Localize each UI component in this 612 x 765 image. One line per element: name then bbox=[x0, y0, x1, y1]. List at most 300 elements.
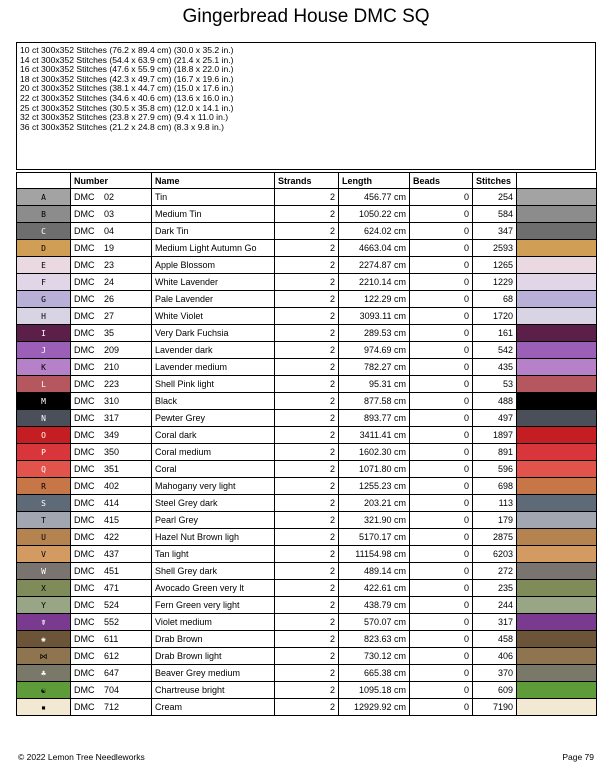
symbol-glyph: ▪ bbox=[41, 702, 46, 712]
thread-code: 647 bbox=[104, 668, 120, 678]
symbol-cell bbox=[17, 461, 71, 478]
header-length: Length bbox=[339, 173, 410, 189]
length-cell: 974.69 cm bbox=[339, 342, 410, 359]
symbol-glyph: Q bbox=[41, 464, 46, 474]
strands-cell: 2 bbox=[275, 495, 339, 512]
table-row bbox=[17, 291, 597, 308]
strands-cell: 2 bbox=[275, 546, 339, 563]
stitches-cell: 891 bbox=[473, 444, 517, 461]
length-cell: 203.21 cm bbox=[339, 495, 410, 512]
table-row bbox=[17, 393, 597, 410]
symbol-cell bbox=[17, 546, 71, 563]
symbol-glyph: U bbox=[41, 532, 46, 542]
name-cell: Steel Grey dark bbox=[152, 495, 275, 512]
length-cell: 730.12 cm bbox=[339, 648, 410, 665]
stitches-cell: 6203 bbox=[473, 546, 517, 563]
table-row bbox=[17, 325, 597, 342]
brand-label: DMC bbox=[74, 311, 95, 321]
number-cell bbox=[71, 631, 152, 648]
stitches-cell: 53 bbox=[473, 376, 517, 393]
brand-label: DMC bbox=[74, 481, 95, 491]
name-cell: White Violet bbox=[152, 308, 275, 325]
thread-code: 414 bbox=[104, 498, 120, 508]
table-row bbox=[17, 597, 597, 614]
page-title: Gingerbread House DMC SQ bbox=[182, 6, 430, 27]
beads-cell: 0 bbox=[410, 563, 473, 580]
thread-code: 209 bbox=[104, 345, 120, 355]
brand-label: DMC bbox=[74, 651, 95, 661]
brand-label: DMC bbox=[74, 566, 95, 576]
table-row bbox=[17, 376, 597, 393]
thread-code: 223 bbox=[104, 379, 120, 389]
fabric-size-line: 14 ct 300x352 Stitches (54.4 x 63.9 cm) (21.4 x 25.1 in.) bbox=[20, 54, 234, 65]
strands-cell: 2 bbox=[275, 648, 339, 665]
thread-code: 704 bbox=[104, 685, 120, 695]
thread-code: 35 bbox=[104, 328, 115, 338]
brand-label: DMC bbox=[74, 532, 95, 542]
name-cell: Fern Green very light bbox=[152, 597, 275, 614]
brand-label: DMC bbox=[74, 617, 95, 627]
strands-cell: 2 bbox=[275, 631, 339, 648]
stitches-cell: 244 bbox=[473, 597, 517, 614]
thread-code: 26 bbox=[104, 294, 115, 304]
symbol-glyph: M bbox=[41, 396, 46, 406]
table-row bbox=[17, 342, 597, 359]
table-row bbox=[17, 359, 597, 376]
length-cell: 893.77 cm bbox=[339, 410, 410, 427]
beads-cell: 0 bbox=[410, 240, 473, 257]
name-cell: Coral medium bbox=[152, 444, 275, 461]
thread-code: 317 bbox=[104, 413, 120, 423]
stitches-cell: 68 bbox=[473, 291, 517, 308]
brand-label: DMC bbox=[74, 702, 95, 712]
name-cell: Mahogany very light bbox=[152, 478, 275, 495]
number-cell bbox=[71, 512, 152, 529]
stitches-cell: 2593 bbox=[473, 240, 517, 257]
strands-cell: 2 bbox=[275, 223, 339, 240]
symbol-cell bbox=[17, 206, 71, 223]
beads-cell: 0 bbox=[410, 580, 473, 597]
table-row bbox=[17, 665, 597, 682]
fabric-size-line: 10 ct 300x352 Stitches (76.2 x 89.4 cm) (30.0 x 35.2 in.) bbox=[20, 45, 234, 55]
symbol-cell bbox=[17, 444, 71, 461]
beads-cell: 0 bbox=[410, 546, 473, 563]
color-swatch bbox=[517, 274, 597, 291]
strands-cell: 2 bbox=[275, 342, 339, 359]
brand-label: DMC bbox=[74, 583, 95, 593]
beads-cell: 0 bbox=[410, 359, 473, 376]
beads-cell: 0 bbox=[410, 614, 473, 631]
thread-code: 349 bbox=[104, 430, 120, 440]
brand-label: DMC bbox=[74, 498, 95, 508]
strands-cell: 2 bbox=[275, 580, 339, 597]
number-cell bbox=[71, 359, 152, 376]
stitches-cell: 1229 bbox=[473, 274, 517, 291]
number-cell bbox=[71, 376, 152, 393]
brand-label: DMC bbox=[74, 226, 95, 236]
stitches-cell: 161 bbox=[473, 325, 517, 342]
length-cell: 665.38 cm bbox=[339, 665, 410, 682]
table-row bbox=[17, 648, 597, 665]
length-cell: 3093.11 cm bbox=[339, 308, 410, 325]
number-cell bbox=[71, 274, 152, 291]
header-symbol bbox=[17, 173, 71, 189]
table-row bbox=[17, 223, 597, 240]
length-cell: 11154.98 cm bbox=[339, 546, 410, 563]
fabric-size-line: 25 ct 300x352 Stitches (30.5 x 35.8 cm) (12.0 x 14.1 in.) bbox=[20, 102, 234, 113]
beads-cell: 0 bbox=[410, 274, 473, 291]
copyright-text: © 2022 Lemon Tree Needleworks bbox=[18, 752, 145, 762]
length-cell: 95.31 cm bbox=[339, 376, 410, 393]
color-swatch bbox=[517, 189, 597, 206]
table-row bbox=[17, 512, 597, 529]
color-swatch bbox=[517, 699, 597, 716]
stitches-cell: 254 bbox=[473, 189, 517, 206]
thread-code: 24 bbox=[104, 277, 115, 287]
number-cell bbox=[71, 240, 152, 257]
color-swatch bbox=[517, 580, 597, 597]
symbol-glyph: V bbox=[41, 549, 46, 559]
color-swatch bbox=[517, 342, 597, 359]
symbol-glyph: ☤ bbox=[41, 617, 46, 627]
symbol-cell bbox=[17, 631, 71, 648]
symbol-cell bbox=[17, 342, 71, 359]
length-cell: 3411.41 cm bbox=[339, 427, 410, 444]
number-cell bbox=[71, 614, 152, 631]
brand-label: DMC bbox=[74, 464, 95, 474]
strands-cell: 2 bbox=[275, 359, 339, 376]
symbol-glyph: T bbox=[41, 515, 46, 525]
number-cell bbox=[71, 546, 152, 563]
symbol-glyph: B bbox=[41, 209, 46, 219]
table-row bbox=[17, 546, 597, 563]
name-cell: Pale Lavender bbox=[152, 291, 275, 308]
table-row bbox=[17, 308, 597, 325]
number-cell bbox=[71, 291, 152, 308]
brand-label: DMC bbox=[74, 192, 95, 202]
fabric-size-line: 18 ct 300x352 Stitches (42.3 x 49.7 cm) (16.7 x 19.6 in.) bbox=[20, 73, 234, 84]
name-cell: Lavender dark bbox=[152, 342, 275, 359]
name-cell: Coral dark bbox=[152, 427, 275, 444]
color-swatch bbox=[517, 495, 597, 512]
thread-code: 27 bbox=[104, 311, 115, 321]
color-swatch bbox=[517, 223, 597, 240]
brand-label: DMC bbox=[74, 549, 95, 559]
length-cell: 12929.92 cm bbox=[339, 699, 410, 716]
brand-label: DMC bbox=[74, 362, 95, 372]
symbol-cell bbox=[17, 274, 71, 291]
header-number: Number bbox=[71, 173, 152, 189]
table-row bbox=[17, 240, 597, 257]
beads-cell: 0 bbox=[410, 257, 473, 274]
beads-cell: 0 bbox=[410, 512, 473, 529]
length-cell: 570.07 cm bbox=[339, 614, 410, 631]
beads-cell: 0 bbox=[410, 291, 473, 308]
stitches-cell: 2875 bbox=[473, 529, 517, 546]
symbol-cell bbox=[17, 427, 71, 444]
stitches-cell: 113 bbox=[473, 495, 517, 512]
symbol-glyph: F bbox=[41, 277, 46, 287]
number-cell bbox=[71, 665, 152, 682]
fabric-size-list bbox=[16, 42, 596, 170]
strands-cell: 2 bbox=[275, 614, 339, 631]
name-cell: Hazel Nut Brown ligh bbox=[152, 529, 275, 546]
symbol-cell bbox=[17, 563, 71, 580]
header-color bbox=[517, 173, 597, 189]
symbol-glyph: I bbox=[41, 328, 46, 338]
symbol-glyph: D bbox=[41, 243, 46, 253]
number-cell bbox=[71, 682, 152, 699]
number-cell bbox=[71, 495, 152, 512]
length-cell: 1095.18 cm bbox=[339, 682, 410, 699]
length-cell: 456.77 cm bbox=[339, 189, 410, 206]
number-cell bbox=[71, 223, 152, 240]
table-row bbox=[17, 614, 597, 631]
table-row bbox=[17, 461, 597, 478]
table-row bbox=[17, 563, 597, 580]
symbol-cell bbox=[17, 699, 71, 716]
number-cell bbox=[71, 257, 152, 274]
symbol-cell bbox=[17, 512, 71, 529]
strands-cell: 2 bbox=[275, 410, 339, 427]
number-cell bbox=[71, 410, 152, 427]
fabric-size-line: 22 ct 300x352 Stitches (34.6 x 40.6 cm) (13.6 x 16.0 in.) bbox=[20, 92, 234, 103]
fabric-size-line: 16 ct 300x352 Stitches (47.6 x 55.9 cm) (18.8 x 22.0 in.) bbox=[20, 64, 234, 75]
symbol-cell bbox=[17, 529, 71, 546]
name-cell: Pewter Grey bbox=[152, 410, 275, 427]
beads-cell: 0 bbox=[410, 427, 473, 444]
strands-cell: 2 bbox=[275, 325, 339, 342]
table-row bbox=[17, 478, 597, 495]
table-header-row bbox=[17, 173, 597, 189]
brand-label: DMC bbox=[74, 413, 95, 423]
color-swatch bbox=[517, 648, 597, 665]
symbol-cell bbox=[17, 240, 71, 257]
number-cell bbox=[71, 325, 152, 342]
symbol-glyph: ✺ bbox=[41, 634, 46, 644]
strands-cell: 2 bbox=[275, 529, 339, 546]
beads-cell: 0 bbox=[410, 189, 473, 206]
symbol-cell bbox=[17, 291, 71, 308]
beads-cell: 0 bbox=[410, 342, 473, 359]
symbol-cell bbox=[17, 257, 71, 274]
brand-label: DMC bbox=[74, 634, 95, 644]
beads-cell: 0 bbox=[410, 461, 473, 478]
stitches-cell: 347 bbox=[473, 223, 517, 240]
name-cell: Dark Tin bbox=[152, 223, 275, 240]
symbol-glyph: O bbox=[41, 430, 46, 440]
name-cell: Violet medium bbox=[152, 614, 275, 631]
stitches-cell: 317 bbox=[473, 614, 517, 631]
name-cell: Shell Pink light bbox=[152, 376, 275, 393]
brand-label: DMC bbox=[74, 243, 95, 253]
symbol-cell bbox=[17, 308, 71, 325]
brand-label: DMC bbox=[74, 209, 95, 219]
beads-cell: 0 bbox=[410, 529, 473, 546]
color-swatch bbox=[517, 512, 597, 529]
symbol-cell bbox=[17, 325, 71, 342]
length-cell: 321.90 cm bbox=[339, 512, 410, 529]
beads-cell: 0 bbox=[410, 376, 473, 393]
table-row bbox=[17, 274, 597, 291]
beads-cell: 0 bbox=[410, 478, 473, 495]
stitches-cell: 179 bbox=[473, 512, 517, 529]
brand-label: DMC bbox=[74, 379, 95, 389]
thread-code: 310 bbox=[104, 396, 120, 406]
brand-label: DMC bbox=[74, 447, 95, 457]
brand-label: DMC bbox=[74, 277, 95, 287]
length-cell: 2274.87 cm bbox=[339, 257, 410, 274]
color-swatch bbox=[517, 427, 597, 444]
color-swatch bbox=[517, 614, 597, 631]
table-row bbox=[17, 410, 597, 427]
length-cell: 422.61 cm bbox=[339, 580, 410, 597]
number-cell bbox=[71, 189, 152, 206]
symbol-glyph: H bbox=[41, 311, 46, 321]
stitches-cell: 542 bbox=[473, 342, 517, 359]
number-cell bbox=[71, 444, 152, 461]
name-cell: Beaver Grey medium bbox=[152, 665, 275, 682]
color-swatch bbox=[517, 529, 597, 546]
symbol-cell bbox=[17, 597, 71, 614]
table-row bbox=[17, 495, 597, 512]
number-cell bbox=[71, 393, 152, 410]
color-swatch bbox=[517, 206, 597, 223]
strands-cell: 2 bbox=[275, 308, 339, 325]
symbol-glyph: E bbox=[41, 260, 46, 270]
fabric-size-line: 32 ct 300x352 Stitches (23.8 x 27.9 cm) (9.4 x 11.0 in.) bbox=[20, 112, 229, 123]
number-cell bbox=[71, 478, 152, 495]
name-cell: Medium Tin bbox=[152, 206, 275, 223]
thread-code: 552 bbox=[104, 617, 120, 627]
symbol-glyph: A bbox=[41, 192, 46, 202]
header-name: Name bbox=[152, 173, 275, 189]
thread-code: 04 bbox=[104, 226, 115, 236]
table-row bbox=[17, 580, 597, 597]
symbol-glyph: Y bbox=[41, 600, 46, 610]
strands-cell: 2 bbox=[275, 478, 339, 495]
strands-cell: 2 bbox=[275, 665, 339, 682]
stitches-cell: 596 bbox=[473, 461, 517, 478]
stitches-cell: 7190 bbox=[473, 699, 517, 716]
name-cell: Coral bbox=[152, 461, 275, 478]
strands-cell: 2 bbox=[275, 699, 339, 716]
thread-code: 712 bbox=[104, 702, 120, 712]
name-cell: Medium Light Autumn Go bbox=[152, 240, 275, 257]
brand-label: DMC bbox=[74, 600, 95, 610]
thread-code: 437 bbox=[104, 549, 120, 559]
table-row bbox=[17, 206, 597, 223]
symbol-glyph: L bbox=[41, 379, 46, 389]
symbol-cell bbox=[17, 495, 71, 512]
stitches-cell: 235 bbox=[473, 580, 517, 597]
number-cell bbox=[71, 529, 152, 546]
brand-label: DMC bbox=[74, 328, 95, 338]
table-row bbox=[17, 699, 597, 716]
strands-cell: 2 bbox=[275, 291, 339, 308]
color-swatch bbox=[517, 308, 597, 325]
length-cell: 823.63 cm bbox=[339, 631, 410, 648]
strands-cell: 2 bbox=[275, 206, 339, 223]
stitches-cell: 1897 bbox=[473, 427, 517, 444]
symbol-cell bbox=[17, 376, 71, 393]
number-cell bbox=[71, 648, 152, 665]
symbol-cell bbox=[17, 665, 71, 682]
name-cell: Tin bbox=[152, 189, 275, 206]
header-stitches: Stitches bbox=[473, 173, 517, 189]
strands-cell: 2 bbox=[275, 376, 339, 393]
symbol-cell bbox=[17, 359, 71, 376]
strands-cell: 2 bbox=[275, 189, 339, 206]
beads-cell: 0 bbox=[410, 648, 473, 665]
strands-cell: 2 bbox=[275, 444, 339, 461]
table-row bbox=[17, 529, 597, 546]
thread-code: 23 bbox=[104, 260, 115, 270]
stitches-cell: 488 bbox=[473, 393, 517, 410]
color-swatch bbox=[517, 682, 597, 699]
symbol-cell bbox=[17, 410, 71, 427]
strands-cell: 2 bbox=[275, 427, 339, 444]
length-cell: 1071.80 cm bbox=[339, 461, 410, 478]
stitches-cell: 609 bbox=[473, 682, 517, 699]
color-swatch bbox=[517, 478, 597, 495]
stitches-cell: 584 bbox=[473, 206, 517, 223]
symbol-glyph: K bbox=[41, 362, 46, 372]
strands-cell: 2 bbox=[275, 512, 339, 529]
length-cell: 4663.04 cm bbox=[339, 240, 410, 257]
thread-legend-table bbox=[16, 172, 597, 716]
symbol-cell bbox=[17, 614, 71, 631]
number-cell bbox=[71, 308, 152, 325]
symbol-cell bbox=[17, 682, 71, 699]
table-row bbox=[17, 631, 597, 648]
length-cell: 289.53 cm bbox=[339, 325, 410, 342]
length-cell: 438.79 cm bbox=[339, 597, 410, 614]
stitches-cell: 272 bbox=[473, 563, 517, 580]
thread-code: 471 bbox=[104, 583, 120, 593]
length-cell: 877.58 cm bbox=[339, 393, 410, 410]
table-body bbox=[17, 189, 597, 716]
color-swatch bbox=[517, 325, 597, 342]
fabric-size-line: 20 ct 300x352 Stitches (38.1 x 44.7 cm) (15.0 x 17.6 in.) bbox=[20, 83, 234, 94]
name-cell: Very Dark Fuchsia bbox=[152, 325, 275, 342]
strands-cell: 2 bbox=[275, 461, 339, 478]
stitches-cell: 406 bbox=[473, 648, 517, 665]
fabric-size-line: 36 ct 300x352 Stitches (21.2 x 24.8 cm) (8.3 x 9.8 in.) bbox=[20, 121, 224, 132]
beads-cell: 0 bbox=[410, 223, 473, 240]
symbol-cell bbox=[17, 648, 71, 665]
number-cell bbox=[71, 427, 152, 444]
name-cell: Avocado Green very lt bbox=[152, 580, 275, 597]
stitches-cell: 435 bbox=[473, 359, 517, 376]
symbol-cell bbox=[17, 393, 71, 410]
number-cell bbox=[71, 342, 152, 359]
beads-cell: 0 bbox=[410, 682, 473, 699]
color-swatch bbox=[517, 410, 597, 427]
stitches-cell: 1720 bbox=[473, 308, 517, 325]
beads-cell: 0 bbox=[410, 206, 473, 223]
thread-code: 524 bbox=[104, 600, 120, 610]
page-number: Page 79 bbox=[562, 752, 594, 762]
color-swatch bbox=[517, 461, 597, 478]
number-cell bbox=[71, 597, 152, 614]
strands-cell: 2 bbox=[275, 393, 339, 410]
brand-label: DMC bbox=[74, 294, 95, 304]
thread-code: 02 bbox=[104, 192, 115, 202]
name-cell: Apple Blossom bbox=[152, 257, 275, 274]
beads-cell: 0 bbox=[410, 597, 473, 614]
length-cell: 624.02 cm bbox=[339, 223, 410, 240]
